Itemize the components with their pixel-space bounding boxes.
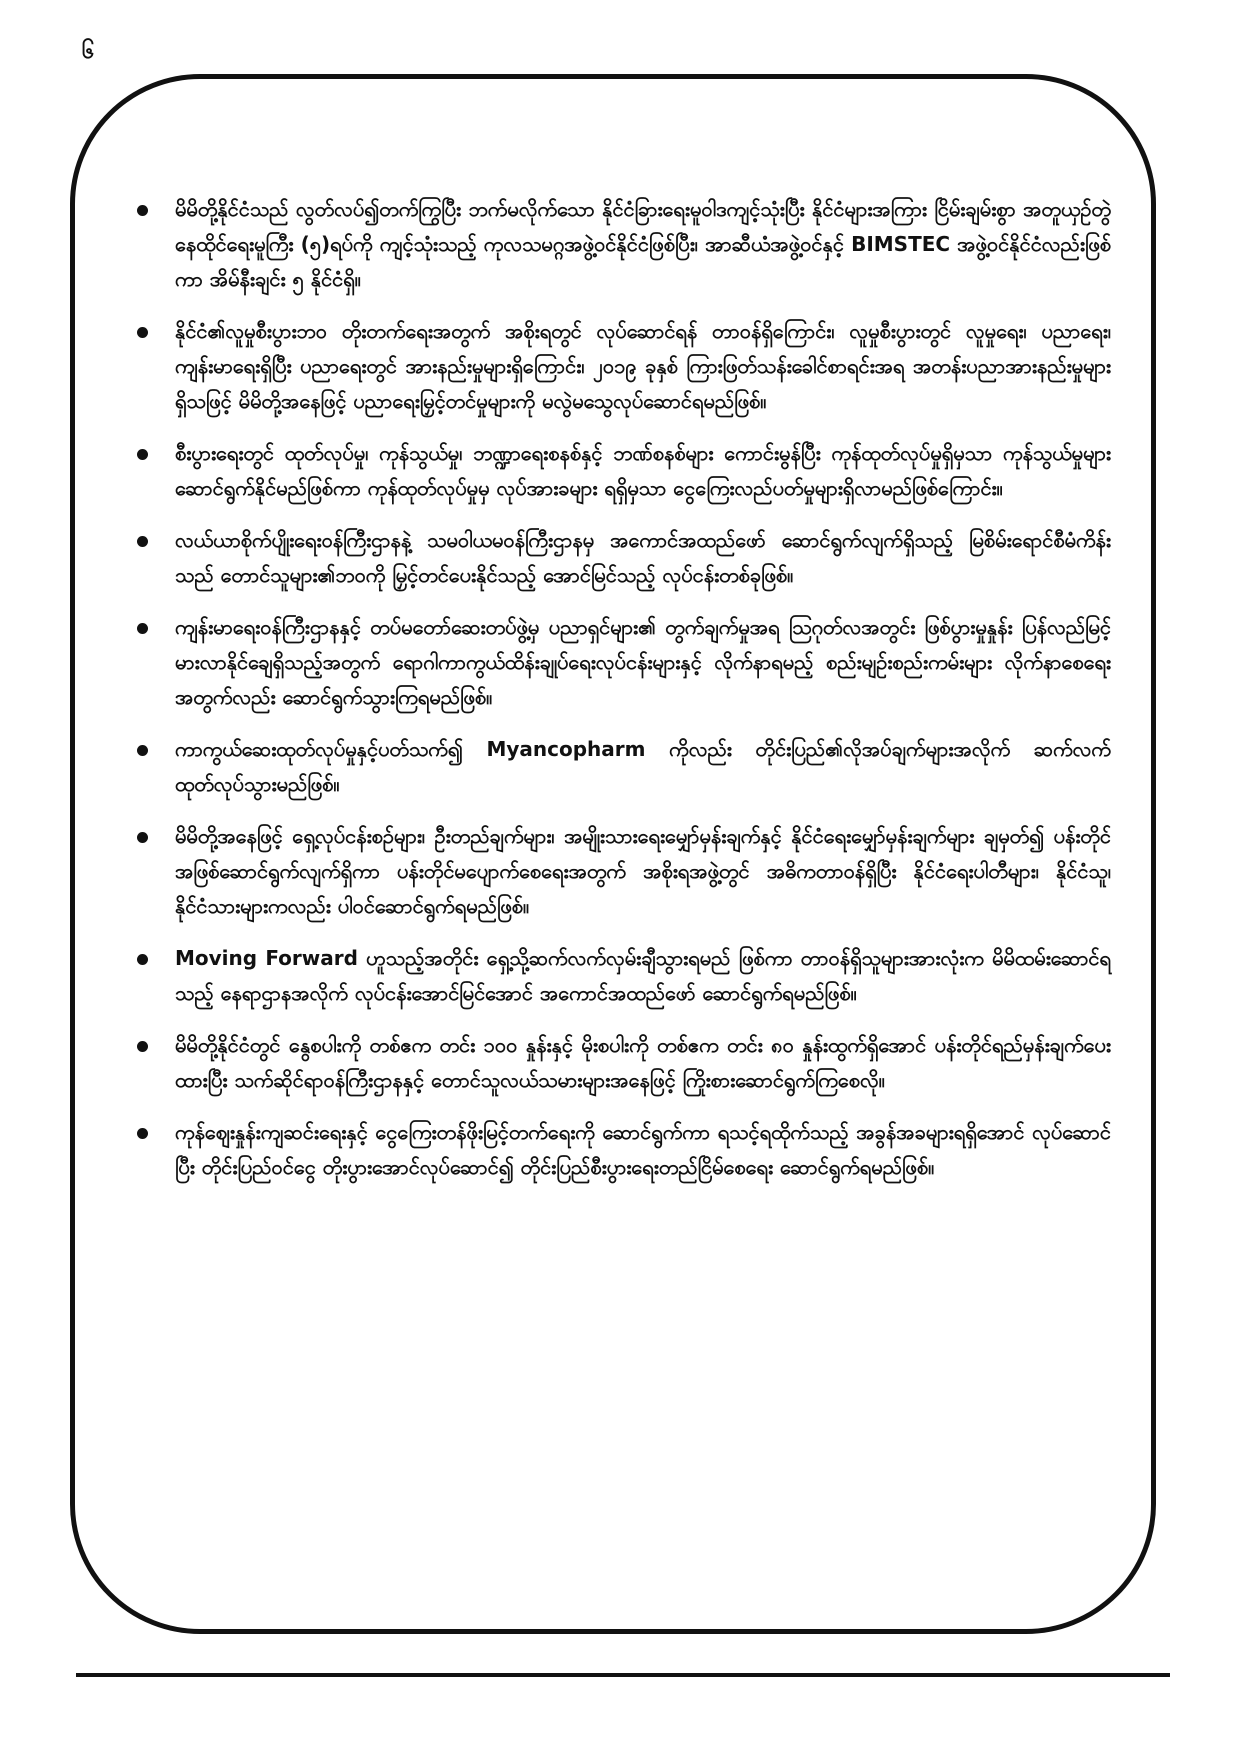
list-item-text: စီးပွားရေးတွင် ထုတ်လုပ်မှု၊ ကုန်သွယ်မှု၊ ဘဏ္ဍာရေးစနစ်နှင့် ဘဏ်စနစ်များ ကောင်းမွန်ပြီး ကုန်ထုတ်လုပ်မှုရှိမှသာ ကုန်သွယ်မှုများဆောင်ရွက်နိုင်မည်ဖြစ်ကာ ကုန်ထုတ်လုပ်မှုမှ လုပ်အားခများ ရရှိမှသာ ငွေကြေးလည်ပတ်မှုများရှိလာမည်ဖြစ်ကြောင်း။ <box>175 441 1111 500</box>
bullet-list <box>133 192 1111 1202</box>
page-number: ၆ <box>82 39 95 64</box>
list-item <box>133 1028 1111 1098</box>
list-item-text: ကျန်းမာရေးဝန်ကြီးဌာနနှင့် တပ်မတော်ဆေးတပ်ဖွဲ့မှ ပညာရှင်များ၏ တွက်ချက်မှုအရ ဩဂုတ်လအတွင်း ဖြစ်ပွားမှုနှုန်း ပြန်လည်မြင့်မားလာနိုင်ချေရှိသည့်အတွက် ရောဂါကာကွယ်ထိန်းချုပ်ရေးလုပ်ငန်းများနှင့် လိုက်နာရမည့် စည်းမျဉ်းစည်းကမ်းများ လိုက်နာစေရေးအတွက်လည်း ဆောင်ရွက်သွားကြရမည်ဖြစ်။ <box>175 615 1111 709</box>
list-item <box>133 610 1111 715</box>
list-item-text: မိမိတို့နိုင်ငံတွင် နွေစပါးကို တစ်ဧက တင်း ၁၀၀ နှုန်းနှင့် မိုးစပါးကို တစ်ဧက တင်း ၈၀ နှုန်းထွက်ရှိအောင် ပန်းတိုင်ရည်မှန်းချက်ပေးထားပြီး သက်ဆိုင်ရာဝန်ကြီးဌာနနှင့် တောင်သူလယ်သမားများအနေဖြင့် ကြိုးစားဆောင်ရွက်ကြစေလို။ <box>175 1033 1111 1092</box>
list-item <box>133 732 1111 802</box>
list-item <box>133 436 1111 506</box>
bullet-icon <box>137 536 148 547</box>
list-item <box>133 192 1111 297</box>
list-item <box>133 819 1111 924</box>
list-item-text: ကုန်ဈေးနှုန်းကျဆင်းရေးနှင့် ငွေကြေးတန်ဖိုးမြင့်တက်ရေးကို ဆောင်ရွက်ကာ ရသင့်ရထိုက်သည့် အခွန်အခများရရှိအောင် လုပ်ဆောင်ပြီး တိုင်းပြည်ဝင်ငွေ တိုးပွားအောင်လုပ်ဆောင်၍ တိုင်းပြည်စီးပွားရေးတည်ငြိမ်စေရေး ဆောင်ရွက်ရမည်ဖြစ်။ <box>175 1120 1111 1179</box>
bullet-icon <box>137 954 148 965</box>
bullet-icon <box>137 623 148 634</box>
list-item-text: Moving Forward ဟူသည့်အတိုင်း ရှေ့သို့ဆက်လက်လှမ်းချီသွားရမည် ဖြစ်ကာ တာဝန်ရှိသူများအားလုံးက မိမိထမ်းဆောင်ရသည့် နေရာဌာနအလိုက် လုပ်ငန်းအောင်မြင်အောင် အကောင်အထည်ဖော် ဆောင်ရွက်ရမည်ဖြစ်။ <box>175 946 1111 1005</box>
footer-rule <box>76 1673 1170 1677</box>
list-item <box>133 941 1111 1011</box>
bullet-icon <box>137 1041 148 1052</box>
list-item <box>133 1115 1111 1185</box>
list-item <box>133 523 1111 593</box>
bullet-icon <box>137 832 148 843</box>
list-item-text: ကာကွယ်ဆေးထုတ်လုပ်မှုနှင့်ပတ်သက်၍ Myancopharm ကိုလည်း တိုင်းပြည်၏လိုအပ်ချက်များအလိုက် ဆက်လက်ထုတ်လုပ်သွားမည်ဖြစ်။ <box>175 737 1111 796</box>
list-item-text: မိမိတို့အနေဖြင့် ရှေ့လုပ်ငန်းစဉ်များ၊ ဦးတည်ချက်များ၊ အမျိုးသားရေးမျှော်မှန်းချက်နှင့် နိုင်ငံရေးမျှော်မှန်းချက်များ ချမှတ်၍ ပန်းတိုင်အဖြစ်ဆောင်ရွက်လျက်ရှိကာ ပန်းတိုင်မပျောက်စေရေးအတွက် အစိုးရအဖွဲ့တွင် အဓိကတာဝန်ရှိပြီး နိုင်ငံရေးပါတီများ၊ နိုင်ငံသူ၊ နိုင်ငံသားများကလည်း ပါဝင်ဆောင်ရွက်ရမည်ဖြစ်။ <box>175 824 1111 918</box>
list-item <box>133 314 1111 419</box>
list-item-text: မိမိတို့နိုင်ငံသည် လွတ်လပ်၍တက်ကြွပြီး ဘက်မလိုက်သော နိုင်ငံခြားရေးမူဝါဒကျင့်သုံးပြီး နိုင်ငံများအကြား ငြိမ်းချမ်းစွာ အတူယှဉ်တွဲနေထိုင်ရေးမူကြီး (၅)ရပ်ကို ကျင့်သုံးသည့် ကုလသမဂ္ဂအဖွဲ့ဝင်နိုင်ငံဖြစ်ပြီး၊ အာဆီယံအဖွဲ့ဝင်နှင့် BIMSTEC အဖွဲ့ဝင်နိုင်ငံလည်းဖြစ်ကာ အိမ်နီးချင်း ၅ နိုင်ငံရှိ။ <box>175 197 1111 291</box>
bullet-icon <box>137 205 148 216</box>
list-item-text: နိုင်ငံ၏လူမှုစီးပွားဘဝ တိုးတက်ရေးအတွက် အစိုးရတွင် လုပ်ဆောင်ရန် တာဝန်ရှိကြောင်း၊ လူမှုစီးပွားတွင် လူမှုရေး၊ ပညာရေး၊ ကျန်းမာရေးရှိပြီး ပညာရေးတွင် အားနည်းမှုများရှိကြောင်း၊ ၂၀၁၉ ခုနှစ် ကြားဖြတ်သန်းခေါင်စာရင်းအရ အတန်းပညာအားနည်းမှုများရှိသဖြင့် မိမိတို့အနေဖြင့် ပညာရေးမြှင့်တင်မှုများကို မလွဲမသွေလုပ်ဆောင်ရမည်ဖြစ်။ <box>175 319 1111 413</box>
list-item-text: လယ်ယာစိုက်ပျိုးရေးဝန်ကြီးဌာနနဲ့ သမဝါယမဝန်ကြီးဌာနမှ အကောင်အထည်ဖော် ဆောင်ရွက်လျက်ရှိသည့် မြစိမ်းရောင်စီမံကိန်းသည် တောင်သူများ၏ဘဝကို မြှင့်တင်ပေးနိုင်သည့် အောင်မြင်သည့် လုပ်ငန်းတစ်ခုဖြစ်။ <box>175 528 1111 587</box>
bullet-icon <box>137 1128 148 1139</box>
bullet-icon <box>137 745 148 756</box>
bullet-icon <box>137 327 148 338</box>
bullet-icon <box>137 449 148 460</box>
